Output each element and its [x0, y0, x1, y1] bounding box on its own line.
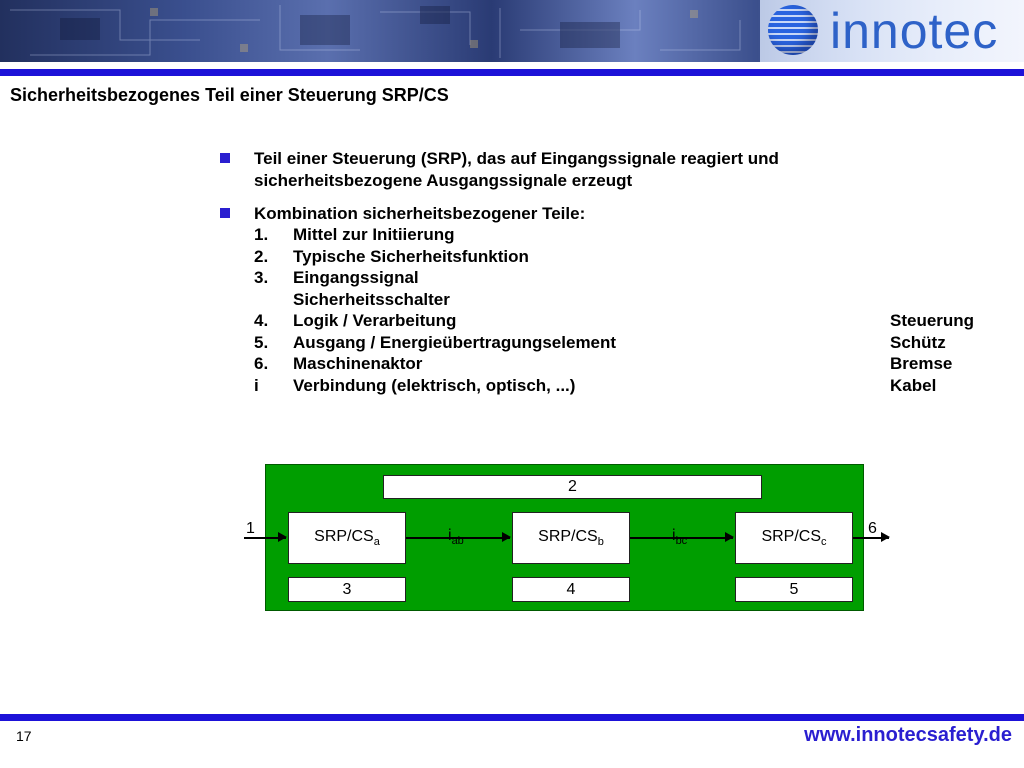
- list-item-text: Verbindung (elektrisch, optisch, ...): [293, 375, 576, 395]
- bullet-square-icon: [220, 208, 230, 218]
- srp-label: SRP/CS: [314, 528, 374, 545]
- srp-cs-a-box: [288, 512, 406, 564]
- bullet-1-line-1: Teil einer Steuerung (SRP), das auf Eingangssignale reagiert und: [254, 149, 779, 168]
- list-item-number: 6.: [254, 354, 269, 373]
- bottom-divider: [0, 714, 1024, 721]
- input-label: 1: [246, 520, 255, 537]
- srp-subscript: b: [597, 536, 604, 548]
- srp-label: SRP/CS: [538, 528, 598, 545]
- link-label-ab: [448, 527, 464, 545]
- list-item-text: Typische Sicherheitsfunktion: [293, 246, 529, 266]
- list-item-number: 1.: [254, 225, 269, 244]
- list-item-number: 5.: [254, 332, 269, 352]
- link-label-bc: [672, 527, 687, 545]
- header-banner: [0, 0, 1024, 62]
- output-label: 6: [868, 520, 877, 537]
- diagram-box-5: 5: [735, 577, 853, 602]
- list-item-text: Eingangssignal: [293, 268, 419, 287]
- list-item-example: Bremse: [890, 354, 953, 373]
- bullet-square-icon: [220, 153, 230, 163]
- list-item-example: Schütz: [890, 332, 946, 352]
- list-item-number: 2.: [254, 246, 269, 266]
- srp-cs-diagram: [265, 464, 864, 611]
- list-item-number: 4.: [254, 311, 269, 330]
- logo-text: innotec: [830, 3, 999, 59]
- link-label-subscript: ab: [451, 535, 464, 547]
- diagram-box-3: 3: [288, 577, 406, 602]
- list-item-example: Kabel: [890, 375, 937, 395]
- link-label-base: i: [672, 527, 676, 544]
- globe-logo-icon: [768, 5, 818, 55]
- srp-subscript: a: [373, 536, 380, 548]
- list-item-text: Sicherheitsschalter: [293, 289, 450, 309]
- slide-title: Sicherheitsbezogenes Teil einer Steuerung SRP/CS: [10, 85, 449, 105]
- list-item-number: 3.: [254, 268, 269, 287]
- srp-cs-c-box: [735, 512, 853, 564]
- link-label-base: i: [448, 527, 452, 544]
- link-label-subscript: bc: [675, 535, 688, 547]
- list-item-number: i: [254, 375, 259, 395]
- list-item-text: Ausgang / Energieübertragungselement: [293, 332, 617, 352]
- website-link[interactable]: www.innotecsafety.de: [804, 724, 1012, 746]
- diagram-box-4: 4: [512, 577, 630, 602]
- srp-label: SRP/CS: [761, 528, 822, 545]
- list-item-text: Mittel zur Initiierung: [293, 225, 455, 244]
- diagram-box-2: 2: [383, 475, 762, 499]
- top-divider: [0, 69, 1024, 76]
- srp-subscript: c: [821, 536, 827, 548]
- list-item-text: Logik / Verarbeitung: [293, 311, 457, 330]
- list-item-example: Steuerung: [890, 311, 975, 330]
- list-item-text: Maschinenaktor: [293, 354, 423, 373]
- bullet-2-heading: Kombination sicherheitsbezogener Teile:: [254, 204, 586, 223]
- srp-cs-b-box: [512, 512, 630, 564]
- bullet-1-line-2: sicherheitsbezogene Ausgangssignale erzeugt: [254, 170, 633, 190]
- circuit-board-image: [0, 0, 760, 62]
- page-number: 17: [16, 728, 32, 744]
